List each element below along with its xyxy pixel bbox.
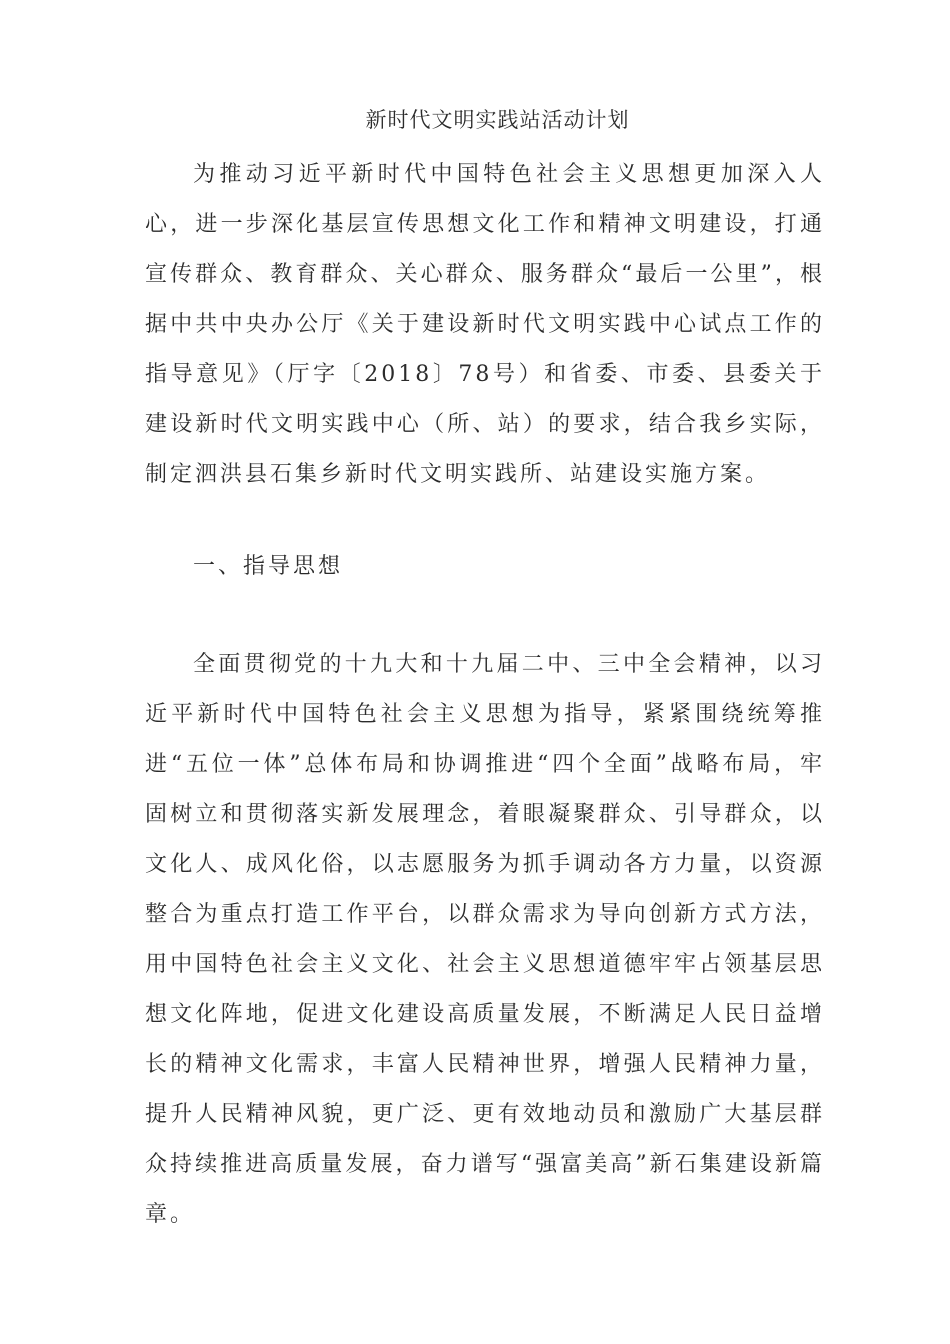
section-heading-guiding-ideology: 一、指导思想 [193,554,344,579]
document-title: 新时代文明实践站活动计划 [365,108,630,132]
intro-paragraph: 为推动习近平新时代中国特色社会主义思想更加深入人心，进一步深化基层宣传思想文化工作和精神文明建设，打通宣传群众、教育群众、关心群众、服务群众“最后一公里”，根据中共中央办公厅《关于建设新时代文明实践中心试点工作的指导意见》（厅字〔2018〕78号）和省委、市委、县委关于建设新时代文明实践中心（所、站）的要求，结合我乡实际，制定泗洪县石集乡新时代文明实践所、站建设实施方案。 [145,162,825,487]
guiding-ideology-paragraph: 全面贯彻党的十九大和十九届二中、三中全会精神，以习近平新时代中国特色社会主义思想为指导，紧紧围绕统筹推进“五位一体”总体布局和协调推进“四个全面”战略布局，牢固树立和贯彻落实新发展理念，着眼凝聚群众、引导群众，以文化人、成风化俗，以志愿服务为抓手调动各方力量，以资源整合为重点打造工作平台，以群众需求为导向创新方式方法，用中国特色社会主义文化、社会主义思想道德牢牢占领基层思想文化阵地，促进文化建设高质量发展，不断满足人民日益增长的精神文化需求，丰富人民精神世界，增强人民精神力量，提升人民精神风貌，更广泛、更有效地动员和激励广大基层群众持续推进高质量发展，奋力谱写“强富美高”新石集建设新篇章。 [145,652,825,1227]
